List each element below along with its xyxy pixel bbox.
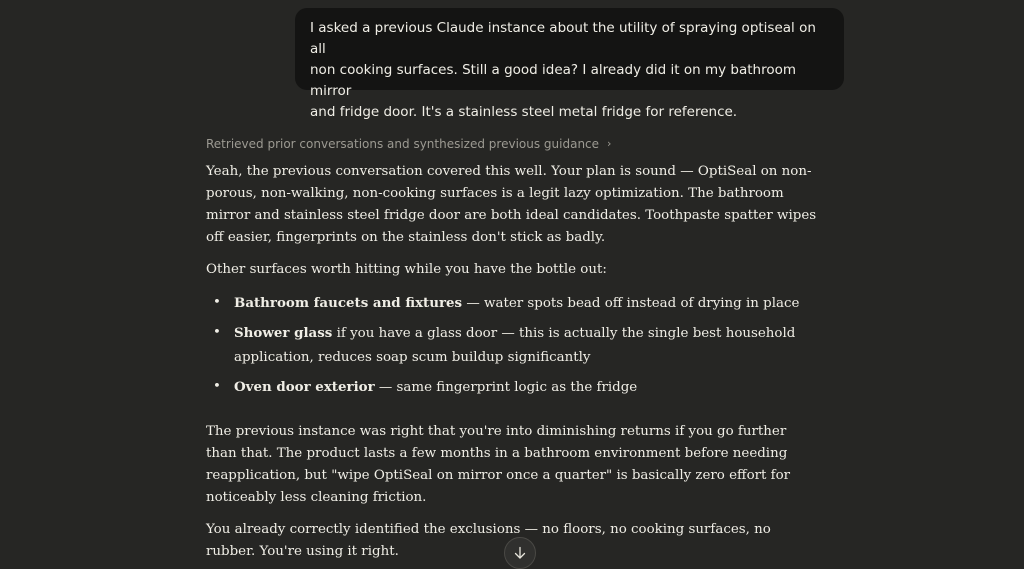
arrow-down-icon bbox=[513, 546, 527, 560]
list-item-title: Bathroom faucets and fixtures bbox=[234, 295, 463, 311]
scroll-to-bottom-button[interactable] bbox=[504, 537, 536, 569]
retrieved-conversations-label: Retrieved prior conversations and synthesized previous guidance bbox=[206, 137, 600, 151]
user-message-bubble bbox=[295, 8, 844, 120]
user-message-line: and fridge door. It's a stainless steel metal fridge for reference. bbox=[310, 104, 738, 120]
user-message-line: non cooking surfaces. Still a good idea? I already did it on my bathroom mirror bbox=[310, 62, 797, 99]
list-item bbox=[206, 321, 818, 370]
list-item bbox=[206, 375, 818, 400]
surfaces-list bbox=[206, 291, 818, 400]
user-message-line: I asked a previous Claude instance about the utility of spraying optiseal on all bbox=[310, 20, 816, 57]
assistant-response bbox=[206, 161, 818, 563]
response-paragraph: The previous instance was right that you're into diminishing returns if you go further than that. The product lasts a few months in a bathroom environment before needing reapplication, but "wipe OptiSeal on mirror once a quarter" is basically zero effort for noticeably less cleaning friction. bbox=[206, 424, 791, 505]
list-item-text: if you have a glass door — this is actually the single best household application, reduces soap scum buildup significantly bbox=[234, 326, 796, 365]
response-paragraph: Other surfaces worth hitting while you have the bottle out: bbox=[206, 262, 607, 277]
retrieved-conversations-toggle[interactable] bbox=[206, 135, 611, 153]
response-paragraph: You already correctly identified the exclusions — no floors, no cooking surfaces, no rubber. You're using it right. bbox=[206, 522, 771, 559]
list-item-text: — same fingerprint logic as the fridge bbox=[374, 380, 638, 395]
response-paragraph: Yeah, the previous conversation covered this well. Your plan is sound — OptiSeal on non-porous, non-walking, non-cooking surfaces is a legit lazy optimization. The bathroom mirror and stainless steel fridge door are both ideal candidates. Toothpaste spatter wipes off easier, fingerprints on the stainless don't stick as badly. bbox=[206, 164, 817, 245]
list-item-title: Shower glass bbox=[234, 325, 333, 341]
list-item-title: Oven door exterior bbox=[234, 379, 375, 395]
list-item-text: — water spots bead off instead of drying in place bbox=[462, 296, 800, 311]
chevron-right-icon: › bbox=[607, 137, 612, 150]
list-item bbox=[206, 291, 818, 316]
